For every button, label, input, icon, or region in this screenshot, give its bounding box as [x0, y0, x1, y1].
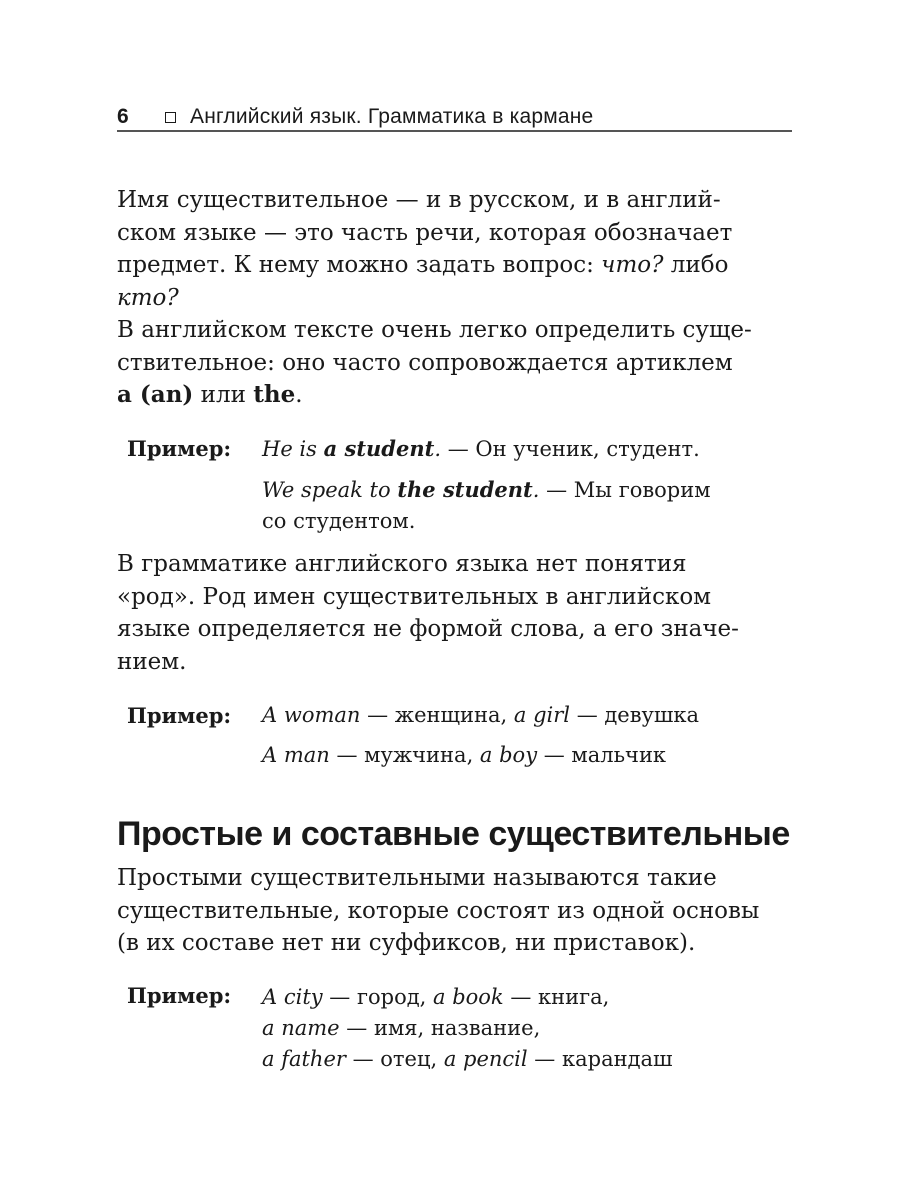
translation: — карандаш: [527, 1047, 673, 1071]
en-word: a father: [262, 1047, 346, 1071]
page-number: 6: [117, 105, 129, 128]
translation: — Мы говорим: [539, 478, 711, 502]
intro-line: Имя существительное — и в русском, и в англий-: [117, 187, 721, 213]
article-the: the: [253, 381, 296, 408]
en-word: A city: [262, 985, 323, 1009]
en-bold: a student: [323, 436, 435, 461]
translation: — Он ученик, студент.: [441, 437, 700, 461]
en-word: A woman: [262, 703, 361, 727]
translation: — мужчина,: [329, 743, 480, 767]
example-line: [262, 982, 792, 1013]
en-text: He is: [262, 437, 324, 461]
question-who: кто?: [117, 284, 179, 311]
articles-or: или: [193, 382, 254, 408]
gender-line: языке определяется не формой слова, а его значе-: [117, 616, 739, 642]
simple-nouns-line: существительные, которые состоят из одной основы: [117, 897, 760, 924]
example-line: [262, 1044, 792, 1075]
articles-paragraph: [117, 314, 792, 412]
intro-paragraph: [117, 184, 792, 314]
intro-line: предмет. К нему можно задать вопрос:: [117, 252, 602, 278]
example-label: Пример:: [127, 703, 232, 728]
running-header: [117, 104, 792, 132]
book-title: Английский язык. Грамматика в кармане: [190, 105, 594, 128]
en-word: a name: [262, 1016, 340, 1040]
translation: — книга,: [503, 985, 610, 1009]
example-line: [262, 700, 792, 731]
example-body: [262, 980, 792, 1075]
en-text: .: [532, 478, 540, 502]
en-word: a girl: [513, 703, 571, 727]
translation: — мальчик: [537, 743, 667, 767]
en-word: a book: [433, 985, 504, 1009]
gender-line: В грамматике английского языка нет понятия: [117, 551, 687, 577]
intro-line: либо: [663, 252, 729, 278]
articles-period: .: [295, 382, 303, 408]
example-sentence-1: [262, 433, 792, 465]
translation: — отец,: [345, 1047, 444, 1071]
example-body: [262, 433, 792, 537]
gender-line: нием.: [117, 648, 187, 675]
gender-paragraph: [117, 548, 792, 678]
simple-nouns-line: (в их составе нет ни суффиксов, ни приставок).: [117, 930, 696, 956]
example-body: [262, 700, 792, 771]
example-line: [262, 740, 792, 771]
square-bullet-icon: [165, 112, 176, 123]
section-heading: Простые и составные существительные: [117, 815, 790, 853]
example-line: [262, 1013, 792, 1044]
example-sentence-2: [262, 474, 792, 506]
gender-line: «род». Род имен существительных в английском: [117, 583, 712, 610]
en-word: a boy: [479, 743, 538, 767]
simple-nouns-paragraph: [117, 862, 792, 960]
translation: — женщина,: [360, 703, 514, 727]
example-label: Пример:: [127, 436, 232, 461]
en-text: We speak to: [262, 478, 398, 502]
article-a: a (an): [117, 381, 194, 408]
translation: — город,: [322, 985, 433, 1009]
en-word: A man: [262, 743, 330, 767]
translation-continued: со студентом.: [262, 509, 416, 533]
en-word: a pencil: [443, 1047, 528, 1071]
intro-line: ском языке — это часть речи, которая обозначает: [117, 219, 733, 246]
en-bold: the student: [397, 477, 533, 502]
en-text: .: [434, 437, 442, 461]
articles-line: В английском тексте очень легко определить суще-: [117, 317, 752, 343]
question-what: что?: [601, 252, 664, 278]
articles-line: ствительное: оно часто сопровождается артиклем: [117, 349, 733, 376]
simple-nouns-line: Простыми существительными называются такие: [117, 865, 717, 891]
example-label: Пример:: [127, 983, 232, 1008]
translation: — девушка: [570, 703, 700, 727]
translation: — имя, название,: [339, 1016, 541, 1040]
